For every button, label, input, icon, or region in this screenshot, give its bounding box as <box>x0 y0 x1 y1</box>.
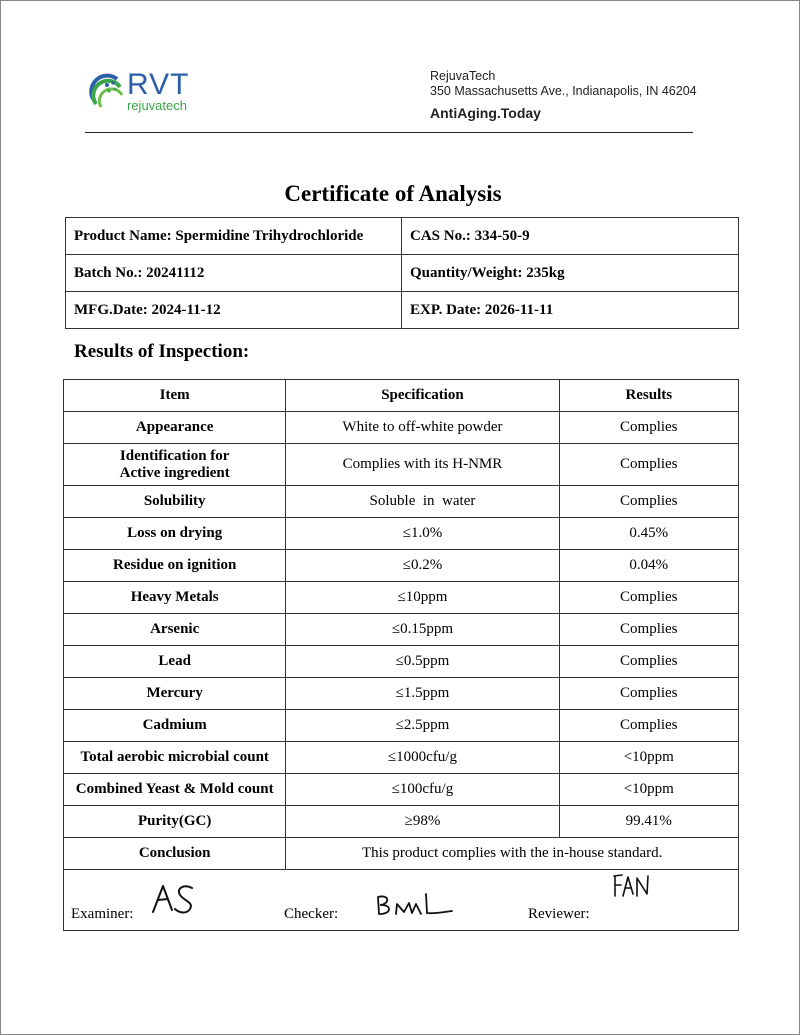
row-result: Complies <box>559 412 738 444</box>
row-item: Lead <box>64 646 286 678</box>
row-item: Appearance <box>64 412 286 444</box>
examiner-signature <box>150 882 198 916</box>
row-item: Purity(GC) <box>64 806 286 838</box>
exp-date: EXP. Date: 2026-11-11 <box>402 292 739 329</box>
row-item: Heavy Metals <box>64 582 286 614</box>
signature-row <box>64 870 739 931</box>
table-header-row <box>64 380 739 412</box>
inspection-table <box>63 379 739 931</box>
row-result: 0.45% <box>559 518 738 550</box>
row-item-line2: Active ingredient <box>119 464 230 481</box>
row-item: Loss on drying <box>64 518 286 550</box>
column-header-specification: Specification <box>286 380 559 412</box>
table-row <box>64 550 739 582</box>
row-result: 0.04% <box>559 550 738 582</box>
row-item: Mercury <box>64 678 286 710</box>
table-row <box>64 412 739 444</box>
row-spec: Soluble in water <box>286 486 559 518</box>
row-item: Cadmium <box>64 710 286 742</box>
conclusion-text: This product complies with the in-house standard. <box>286 838 739 870</box>
checker-signature <box>374 892 454 918</box>
company-logo <box>87 67 197 117</box>
row-spec: ≤1.5ppm <box>286 678 559 710</box>
conclusion-label: Conclusion <box>64 838 286 870</box>
table-row <box>64 710 739 742</box>
product-info-table <box>65 217 739 329</box>
info-row <box>66 218 739 255</box>
row-spec: ≤0.2% <box>286 550 559 582</box>
row-spec: ≤1000cfu/g <box>286 742 559 774</box>
conclusion-row <box>64 838 739 870</box>
header-divider <box>85 132 693 133</box>
row-spec: ≤100cfu/g <box>286 774 559 806</box>
row-result: Complies <box>559 582 738 614</box>
row-spec: ≤10ppm <box>286 582 559 614</box>
row-result: <10ppm <box>559 742 738 774</box>
row-item-line1: Identification for <box>119 447 230 464</box>
examiner-label: Examiner: <box>71 906 134 922</box>
website-text: AntiAging.Today <box>430 105 541 121</box>
row-item: Arsenic <box>64 614 286 646</box>
checker-label: Checker: <box>284 906 339 922</box>
row-item: Combined Yeast & Mold count <box>64 774 286 806</box>
row-spec: White to off-white powder <box>286 412 559 444</box>
company-block <box>430 69 697 99</box>
quantity-weight: Quantity/Weight: 235kg <box>402 255 739 292</box>
company-address: 350 Massachusetts Ave., Indianapolis, IN 46204 <box>430 84 697 98</box>
row-result: Complies <box>559 486 738 518</box>
table-row <box>64 742 739 774</box>
logo-subtext: rejuvatech <box>127 98 187 113</box>
results-heading: Results of Inspection: <box>74 341 250 362</box>
cas-number: CAS No.: 334-50-9 <box>402 218 739 255</box>
batch-number: Batch No.: 20241112 <box>66 255 402 292</box>
table-row <box>64 646 739 678</box>
table-row <box>64 582 739 614</box>
column-header-item: Item <box>64 380 286 412</box>
row-spec: ≥98% <box>286 806 559 838</box>
row-result: Complies <box>559 614 738 646</box>
table-row <box>64 518 739 550</box>
info-row <box>66 255 739 292</box>
row-result: Complies <box>559 678 738 710</box>
row-result: 99.41% <box>559 806 738 838</box>
row-item: Total aerobic microbial count <box>64 742 286 774</box>
table-row <box>64 444 739 486</box>
row-item: Residue on ignition <box>64 550 286 582</box>
row-spec: ≤1.0% <box>286 518 559 550</box>
table-row <box>64 486 739 518</box>
reviewer-signature <box>610 872 654 902</box>
logo-mark-icon <box>87 71 127 111</box>
table-row <box>64 774 739 806</box>
document-title: Certificate of Analysis <box>284 181 502 206</box>
row-result: Complies <box>559 710 738 742</box>
logo-text: RVT <box>127 68 190 101</box>
table-row <box>64 806 739 838</box>
table-row <box>64 678 739 710</box>
product-name: Product Name: Spermidine Trihydrochloride <box>66 218 402 255</box>
signature-cell <box>64 870 739 931</box>
row-spec: ≤2.5ppm <box>286 710 559 742</box>
column-header-results: Results <box>559 380 738 412</box>
mfg-date: MFG.Date: 2024-11-12 <box>66 292 402 329</box>
row-spec: Complies with its H-NMR <box>286 444 559 486</box>
row-result: <10ppm <box>559 774 738 806</box>
row-result: Complies <box>559 444 738 486</box>
reviewer-label: Reviewer: <box>528 906 590 922</box>
row-item <box>64 444 286 486</box>
company-name: RejuvaTech <box>430 69 496 83</box>
info-row <box>66 292 739 329</box>
row-item: Solubility <box>64 486 286 518</box>
row-spec: ≤0.15ppm <box>286 614 559 646</box>
row-result: Complies <box>559 646 738 678</box>
row-spec: ≤0.5ppm <box>286 646 559 678</box>
table-row <box>64 614 739 646</box>
